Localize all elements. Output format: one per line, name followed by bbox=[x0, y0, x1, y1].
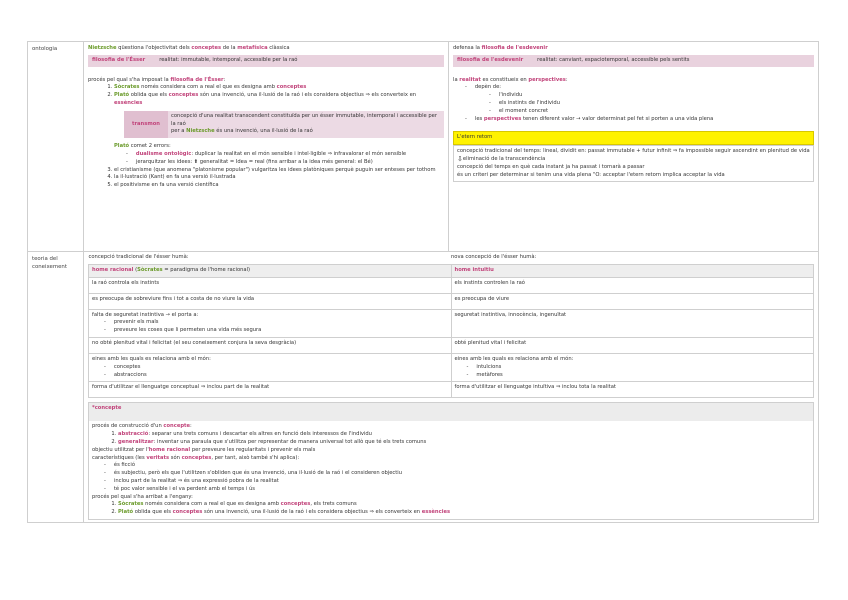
notes-grid bbox=[27, 41, 819, 523]
highlight-key: filosofia de l'esdevenir bbox=[457, 56, 524, 63]
text-fragment: clàssica bbox=[267, 45, 290, 51]
transmon-text bbox=[171, 128, 441, 136]
text-fragment: per preveure les regularitats i prevenir els mals bbox=[190, 446, 316, 453]
etern-retorn-box bbox=[453, 145, 814, 182]
cell: la raó controla els instints bbox=[89, 277, 452, 293]
table-row bbox=[89, 277, 814, 293]
text-fragment: qüestiona l'objectivitat dels bbox=[116, 45, 192, 51]
text-fragment: ( bbox=[133, 266, 138, 273]
keyword: perspectives bbox=[528, 76, 566, 83]
titles-row bbox=[89, 254, 814, 264]
table-row bbox=[89, 293, 814, 309]
left-title: concepció tradicional de l'ésser humà: bbox=[88, 254, 189, 260]
text-fragment: són bbox=[169, 454, 182, 461]
keyword: home intuïtiu bbox=[454, 266, 494, 273]
list-item bbox=[118, 439, 810, 447]
text-fragment: objectiu utilitzat per l' bbox=[92, 446, 149, 453]
etern-text bbox=[457, 156, 810, 164]
keyword: conceptes bbox=[280, 501, 311, 508]
concepte-box bbox=[88, 402, 814, 520]
cell bbox=[89, 309, 452, 337]
name: Plató bbox=[114, 143, 130, 150]
keyword: veritats bbox=[146, 454, 170, 461]
text-fragment: : bbox=[190, 423, 192, 430]
keyword: metafísica bbox=[237, 45, 268, 51]
row-ontologia bbox=[28, 42, 819, 252]
keyword: conceptes bbox=[181, 454, 212, 461]
cell: es preocupa de viure bbox=[451, 293, 814, 309]
text-fragment: oblida que els bbox=[129, 92, 169, 99]
text-fragment: són una invenció, una il·lusió de la raó i els considera objectius ⇒ els converteix en bbox=[198, 92, 417, 99]
keyword: realitat bbox=[459, 76, 481, 83]
depen-list bbox=[453, 92, 814, 115]
etern-retorn-title: L'etern retorn bbox=[453, 131, 814, 145]
list-item: - jerarquitzar les idees: ⬆ generalitat = Idea = real (fins arribar a la idea més general: el Bé) bbox=[138, 159, 444, 167]
keyword: filosofia de l'esdevenir bbox=[481, 45, 548, 51]
etern-text: concepció tradicional del temps: lineal, dividit en: passat immutable + futur infinit ⇒ fa impossible seguir ascendint en plenitud de vida bbox=[457, 148, 810, 155]
keyword: essències bbox=[421, 509, 451, 516]
caracteristiques-list bbox=[92, 462, 810, 493]
table-row bbox=[89, 382, 814, 398]
table-row bbox=[89, 337, 814, 353]
cell: es preocupa de sobreviure fins i tot a costa de no viure la vida bbox=[89, 293, 452, 309]
etern-text: és un criteri per determinar si tenim una vida plena "O: acceptar l'etern retorn implica acceptar la vida bbox=[457, 171, 725, 178]
ontologia-left-cell bbox=[84, 42, 449, 252]
concepte-line bbox=[92, 447, 810, 455]
name: Plató bbox=[118, 509, 134, 516]
table-row bbox=[89, 353, 814, 381]
list-item bbox=[118, 431, 810, 439]
text-fragment: procés pel qual s'ha imposat la bbox=[88, 76, 171, 83]
text-fragment: : duplicar la realitat en el món sensible i intel·ligible ⇒ infravalorar el món sensible bbox=[191, 150, 407, 157]
text-fragment: : separar uns trets comuns i descartar els altres en funció dels interessos de l'individu bbox=[148, 431, 372, 438]
text-fragment: , per tant, això també s'hi aplica): bbox=[211, 454, 300, 461]
cell-list bbox=[92, 364, 448, 380]
cell-text: eines amb les quals es relaciona amb el món: bbox=[92, 355, 211, 362]
transmon-box bbox=[124, 111, 444, 138]
row-label-ontologia: ontologia bbox=[28, 42, 84, 252]
errors-list bbox=[114, 151, 444, 167]
list-item: - prevenir els mals bbox=[116, 319, 448, 327]
keyword: perspectives bbox=[483, 115, 522, 122]
concepte-body bbox=[89, 421, 813, 519]
header-left bbox=[89, 264, 452, 277]
cell: no obté plenitud vital i felicitat (el seu coneixement conjura la seva desgràcia) bbox=[89, 337, 452, 353]
ontologia-right-cell bbox=[449, 42, 819, 252]
keyword: conceptes bbox=[191, 45, 222, 51]
teoria-cell bbox=[84, 252, 819, 523]
text-fragment: característiques (les bbox=[92, 454, 147, 461]
keyword: abstracció bbox=[118, 431, 149, 438]
concepte-line: procés pel qual s'ha arribat a l'engany: bbox=[92, 493, 193, 500]
realitat-line bbox=[453, 77, 814, 85]
text-fragment: són una invenció, una il·lusió de la raó i els considera objectius ⇒ els converteix en bbox=[202, 509, 422, 516]
keyword: concepte bbox=[163, 423, 191, 430]
esdevenir-highlight bbox=[453, 55, 814, 67]
text-fragment: defensa la bbox=[453, 45, 482, 51]
list-item: - preveure les coses que li permeten una vida més segura bbox=[116, 327, 448, 335]
name: Sòcrates bbox=[137, 266, 163, 273]
keyword: conceptes bbox=[168, 92, 199, 99]
list-item bbox=[474, 115, 814, 124]
keyword: conceptes bbox=[172, 509, 203, 516]
keyword: essències bbox=[114, 99, 143, 106]
highlight-value: realitat: immutable, intemporal, accessible per la raó bbox=[159, 56, 298, 63]
text-fragment: tenen diferent valor → valor determinat pel fet si porten a una vida plena bbox=[521, 115, 714, 122]
highlight-value: realitat: canviant, espaciotemporal, accessible pels sentits bbox=[537, 56, 690, 63]
list-item: - conceptes bbox=[116, 364, 448, 372]
plato-errors bbox=[114, 143, 444, 151]
list-item: - abstraccions bbox=[116, 372, 448, 380]
cell-list bbox=[92, 319, 448, 335]
cell-list bbox=[455, 364, 811, 380]
list-item: 4. la il·lustració (Kant) en fa una versió il·lustrada bbox=[114, 174, 444, 182]
list-item: - és ficció bbox=[116, 462, 810, 470]
text-fragment: oblida que els bbox=[133, 509, 173, 516]
text-fragment: = paradigma de l'home racional) bbox=[162, 266, 251, 273]
keyword: conceptes bbox=[276, 84, 307, 91]
list-item: - és subjectiu, però els que l'utilitzen s'obliden que és una invenció, una il·lusió de la raó i el consideren objectiu bbox=[116, 470, 810, 478]
text-fragment: només considera com a real el que es designa amb bbox=[139, 84, 277, 91]
concepte-heading: *concepte bbox=[89, 403, 813, 421]
perspectives-list bbox=[453, 116, 814, 124]
text-fragment: eliminació de la transcendència bbox=[462, 155, 546, 162]
name: Sòcrates bbox=[114, 84, 140, 91]
text-fragment: procés de construcció d'un bbox=[92, 423, 164, 430]
etern-text: concepció del temps en què cada instant ja ha passat i tornarà a passar bbox=[457, 163, 645, 170]
keyword: filosofia de l'Ésser bbox=[170, 76, 224, 83]
text-fragment: és una invenció, una il·lusió de la raó bbox=[214, 128, 313, 135]
esser-highlight bbox=[88, 55, 444, 67]
text-fragment: només considera com a real el que es designa amb bbox=[143, 501, 281, 508]
nietzsche-name: Nietzsche bbox=[88, 45, 117, 51]
list-item bbox=[118, 501, 810, 509]
row-label-teoria: teoria del coneixement bbox=[28, 252, 84, 523]
list-item bbox=[114, 92, 444, 166]
keyword: dualisme ontològic bbox=[135, 150, 192, 157]
list-item: - els instints de l'individu bbox=[501, 100, 814, 108]
header-row bbox=[89, 264, 814, 277]
table-row bbox=[89, 309, 814, 337]
name: Sòcrates bbox=[118, 501, 144, 508]
ont-left-intro bbox=[88, 45, 444, 53]
cell-text: falta de seguretat instintiva → el porta a: bbox=[92, 311, 199, 318]
highlight-key: filosofia de l'Ésser bbox=[92, 56, 146, 63]
right-title: nova concepció de l'ésser humà: bbox=[451, 254, 537, 260]
row-teoria bbox=[28, 252, 819, 523]
keyword: generalitzar bbox=[118, 438, 154, 445]
header-right bbox=[451, 264, 814, 277]
name: Plató bbox=[114, 92, 130, 99]
keyword: home racional bbox=[92, 266, 134, 273]
text-fragment: : bbox=[223, 76, 226, 83]
ont-right-intro bbox=[453, 45, 814, 53]
list-item bbox=[135, 150, 444, 159]
transmon-content bbox=[168, 111, 444, 138]
list-item: - inclou part de la realitat ⇒ és una expressió pobra de la realitat bbox=[116, 478, 810, 486]
text-fragment: , els trets comuns bbox=[310, 501, 357, 508]
proces-list bbox=[88, 84, 444, 190]
arrow-down-icon: ⇩ bbox=[457, 154, 463, 163]
cell bbox=[451, 353, 814, 381]
text-fragment: de la bbox=[221, 45, 238, 51]
text-fragment: comet 2 errors: bbox=[129, 143, 171, 150]
list-item bbox=[118, 509, 810, 517]
concepte-line bbox=[92, 455, 810, 463]
text-fragment: per a bbox=[171, 128, 187, 135]
transmon-label: transmon bbox=[124, 111, 168, 138]
cell: obté plenitud vital i felicitat bbox=[451, 337, 814, 353]
list-item: - depèn de: bbox=[477, 84, 814, 92]
cell: forma d'utilitzar el llenguatge intuïtiva ⇒ inclou tota la realitat bbox=[451, 382, 814, 398]
list-item: - intuïcions bbox=[479, 364, 811, 372]
list-item: - l'individu bbox=[501, 92, 814, 100]
human-comparison-table bbox=[88, 254, 814, 398]
cell bbox=[89, 353, 452, 381]
construccio-list bbox=[92, 431, 810, 447]
concepte-line bbox=[92, 423, 810, 431]
transmon-text: concepció d'una realitat transcendent constituïda per un ésser immutable, intemporal i accessible per la raó bbox=[171, 112, 437, 127]
list-item: 3. el cristianisme (que anomena "platonisme popular") vulgaritza les idees platòniques perquè puguin ser enteses per tothom bbox=[114, 167, 444, 175]
cell: forma d'utilitzar el llenguatge conceptual ⇒ inclou part de la realitat bbox=[89, 382, 452, 398]
cell: els instints controlen la raó bbox=[451, 277, 814, 293]
text-fragment: la bbox=[453, 76, 460, 83]
name: Nietzsche bbox=[186, 128, 215, 135]
list-item: - el moment concret bbox=[501, 108, 814, 116]
keyword: home racional bbox=[148, 446, 191, 453]
text-fragment: les bbox=[474, 115, 484, 122]
list-item: 5. el positivisme en fa una versió científica bbox=[114, 182, 444, 190]
cell: seguretat instintiva, innocència, ingenuïtat bbox=[451, 309, 814, 337]
list-item: - metàfores bbox=[479, 372, 811, 380]
text-fragment: : bbox=[565, 76, 568, 83]
engany-list bbox=[92, 501, 810, 517]
realitat-list bbox=[453, 84, 814, 92]
list-item: - té poc valor sensible i el va perdent amb el temps i ús bbox=[116, 486, 810, 494]
text-fragment: es constitueix en bbox=[480, 76, 529, 83]
cell-text: eines amb les quals es relaciona amb el món: bbox=[454, 355, 574, 362]
text-fragment: : inventar una paraula que s'utilitza per representar de manera universal tot allò que té els trets comuns bbox=[153, 438, 427, 445]
